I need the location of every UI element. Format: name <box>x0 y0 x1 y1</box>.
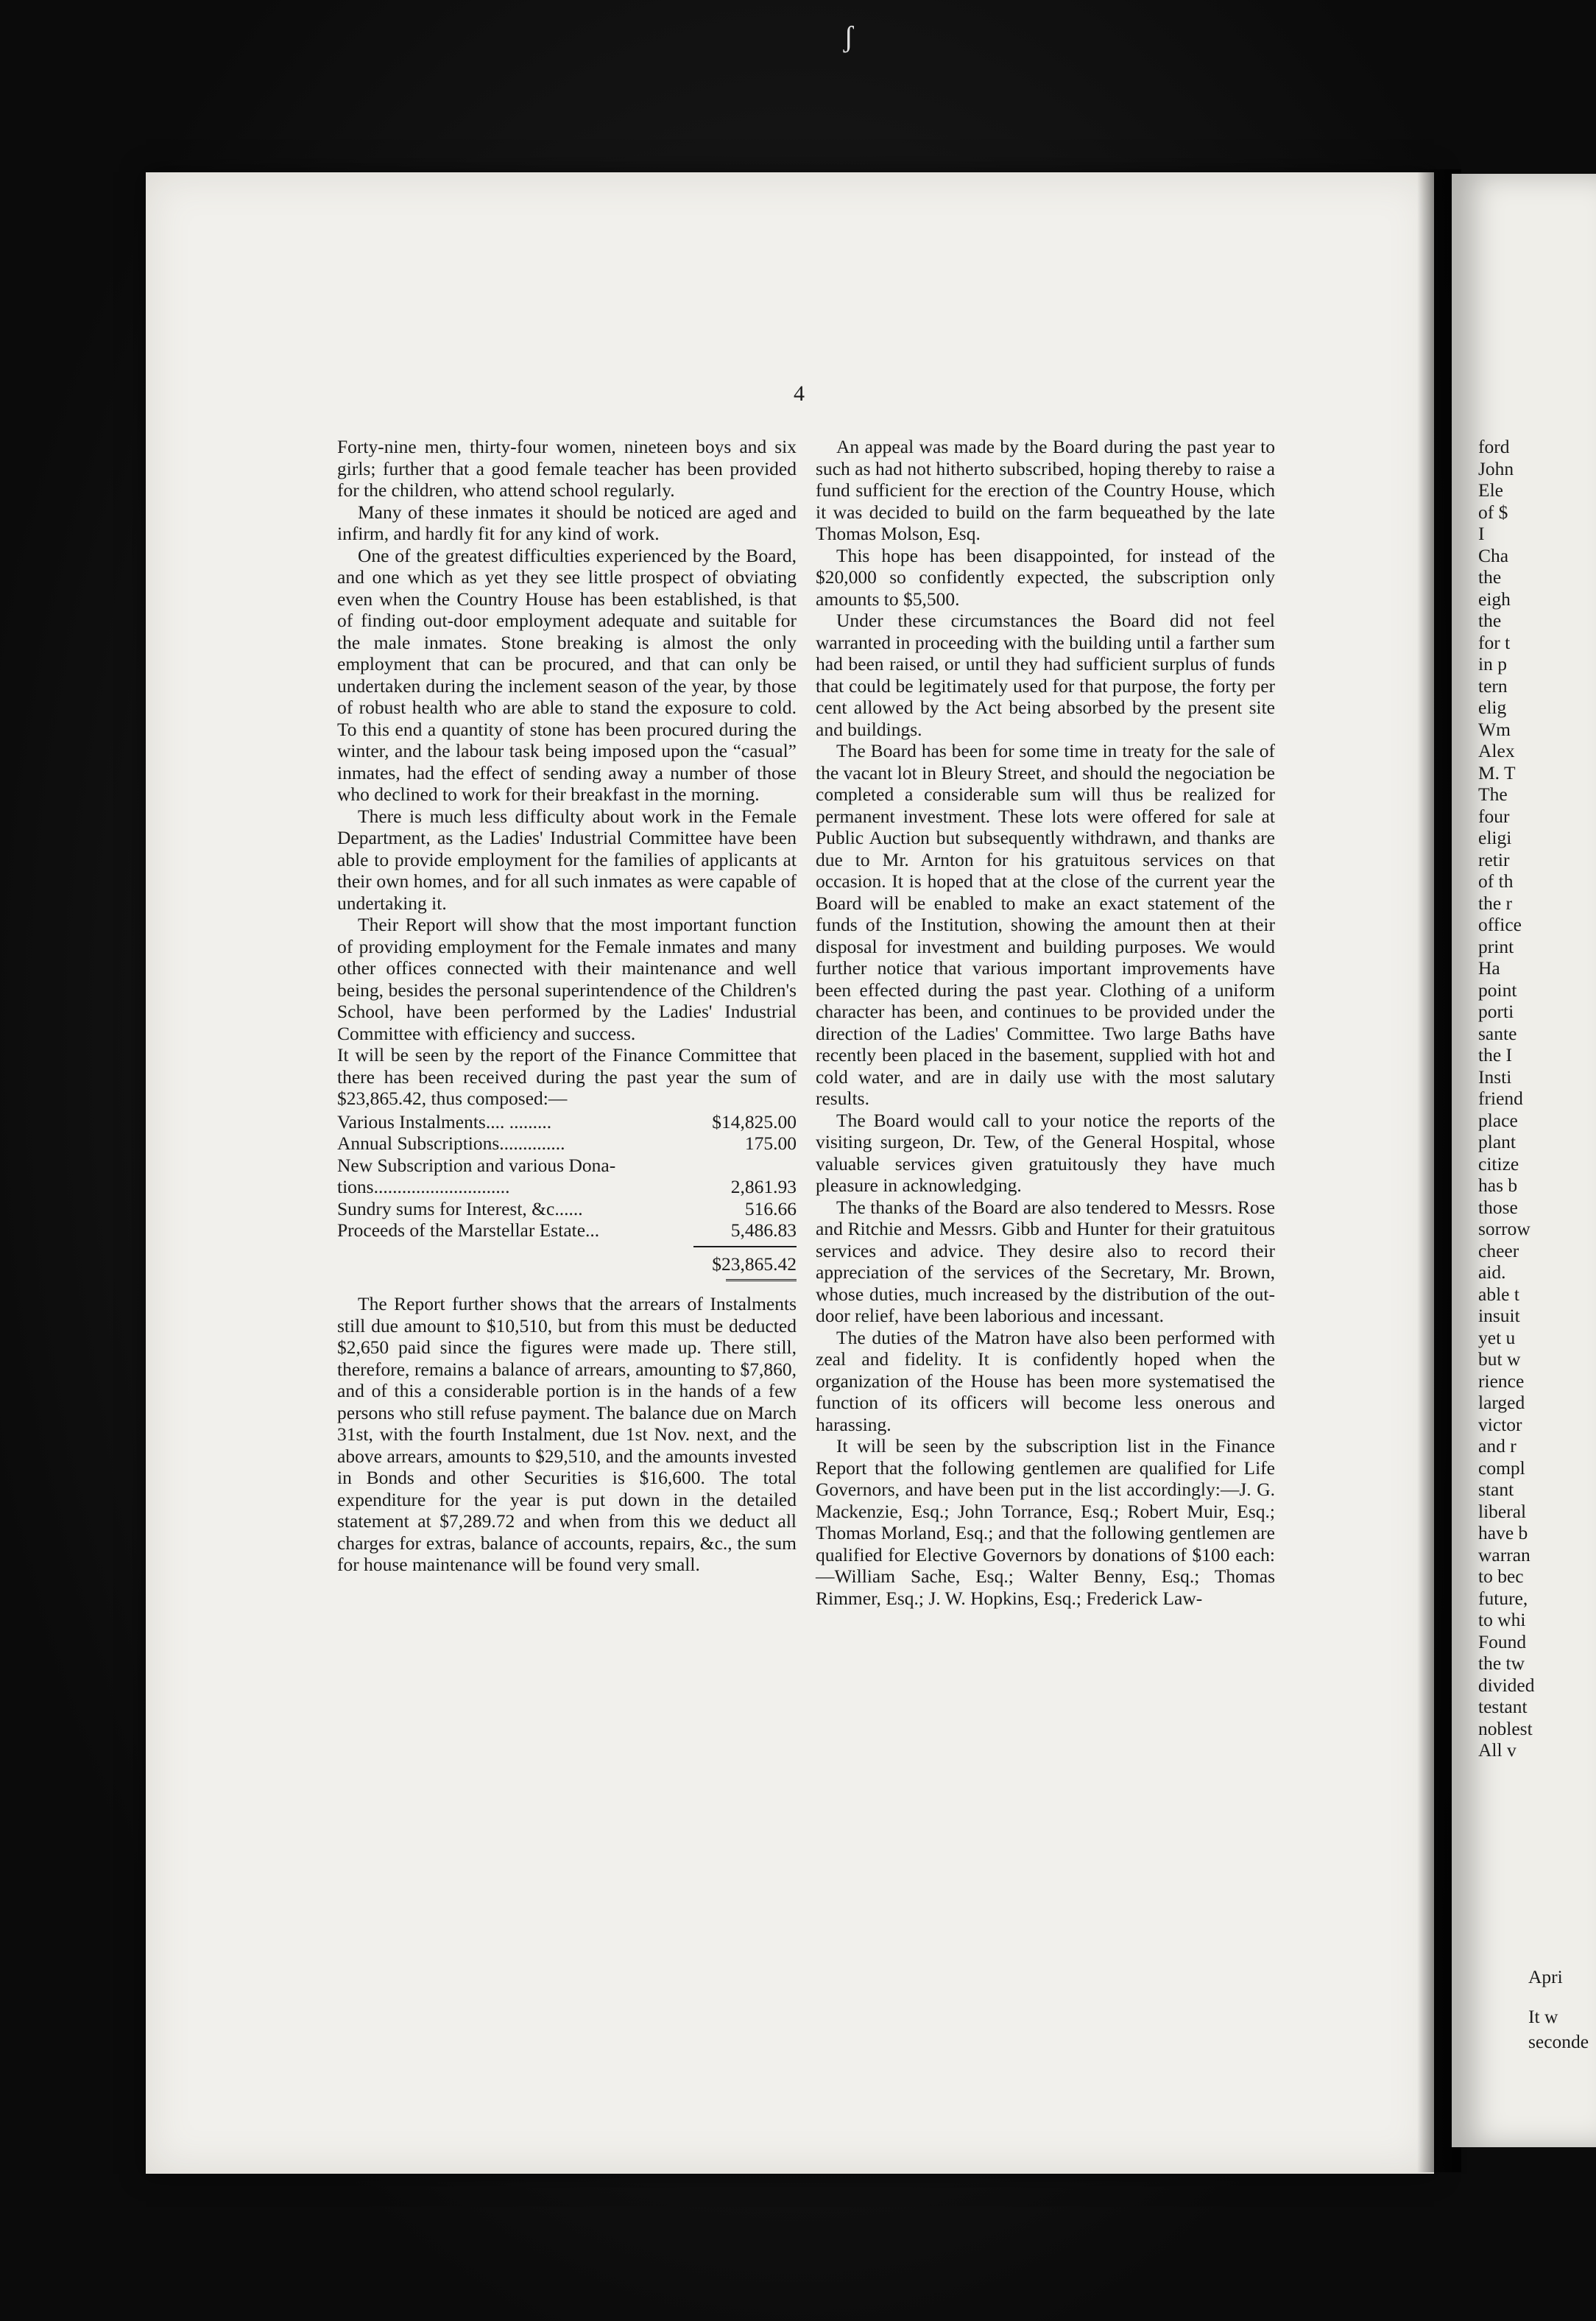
facing-page-text <box>1478 436 1535 1761</box>
fragment-line: future, <box>1478 1587 1528 1609</box>
paragraph: It will be seen by the report of the Finance Committee that there has been received during the past year the sum of $23,865.42, thus composed:— <box>337 1044 797 1109</box>
paragraph: An appeal was made by the Board during the past year to such as had not hitherto subscribed, hoping thereby to raise a fund sufficient for the erection of the Country House, which it was decided to build on the farm bequeathed by the late Thomas Molson, Esq. <box>816 436 1275 544</box>
paragraph: It will be seen by the subscription list in the Finance Report that the following gentlemen are qualified for Life Governors, and have been put in the list accordingly:—J. G. Mackenzie, Esq.; John Torrance, Esq.; Robert Muir, Esq.; Thomas Morland, Esq.; and that the following gentlemen are qualified for Elective Governors by donations of $100 each:—William Sache, Esq.; Walter Benny, Esq.; Thomas Rimmer, Esq.; J. W. Hopkins, Esq.; Frederick Law- <box>816 1435 1275 1609</box>
paragraph: The Board has been for some time in treaty for the sale of the vacant lot in Bleury Street, and should the negociation be completed a considerable sum will thus be realized for permanent investment. These lots were offered for sale at Public Auction but subsequently withdrawn, and thanks are due to Mr. Arnton for his gratuitous services on that occasion. It is hoped that at the close of the current year the Board will be enabled to make an exact statement of the funds of the Institution, showing the amount then at their disposal for investment and building purposes. We would further notice that various important improvements have been effected during the past year. Clothing of a uniform character has been, and continues to be provided under the direction of the Ladies' Committee. Two large Baths have recently been placed in the basement, supplied with hot and cold water, and are in daily use with the most salutary results. <box>816 740 1275 1109</box>
fragment-line: the I <box>1478 1044 1513 1066</box>
fragment-line: testant <box>1478 1696 1528 1717</box>
fragment-line: Cha <box>1478 544 1509 566</box>
ledger-label: Annual Subscriptions.............. <box>337 1133 565 1154</box>
fragment-line: I <box>1478 523 1485 544</box>
fragment-line: retir <box>1478 848 1510 870</box>
right-column <box>816 436 1275 1609</box>
fragment-line: and r <box>1478 1435 1516 1457</box>
ledger-label: New Subscription and various Dona- <box>337 1154 616 1176</box>
fragment-line: have b <box>1478 1522 1528 1543</box>
fragment-line: sante <box>1478 1022 1517 1044</box>
facing-page-footer <box>1528 1966 1589 2056</box>
paragraph: Their Report will show that the most important function of providing employment for the Female inmates and many other offices connected with their maintenance and well being, besides the personal superintendence of the Children's School, have been performed by the Ladies' Industrial Committee with efficiency and success. <box>337 914 797 1044</box>
fragment-line: citize <box>1478 1152 1519 1174</box>
fragment-line: Ele <box>1478 479 1503 501</box>
paragraph: One of the greatest difficulties experienced by the Board, and one which as yet they see little prospect of obviating even when the Country House has been established, is that of finding out-door employment adequate and suitable for the male inmates. Stone breaking is almost the only employment that can be procured, and that can only be undertaken during the inclement season of the year, by those of robust health who are able to stand the exposure to cold. To this end a quantity of stone has been procured during the winter, and the labour task being imposed upon the “casual” inmates, had the effect of sending away a number of those who declined to work for their breakfast in the morning. <box>337 544 797 805</box>
paragraph: The thanks of the Board are also tendered to Messrs. Rose and Ritchie and Messrs. Gibb and Hunter for their gratuitous services and advice. They desire also to record their appreciation of the services of the Secretary, Mr. Brown, whose duties, much increased by the distribution of the out-door relief, have been laborious and incessant. <box>816 1196 1275 1326</box>
fragment-line: the <box>1478 610 1502 631</box>
ledger-amount: 5,486.83 <box>730 1219 797 1241</box>
ledger-label: Proceeds of the Marstellar Estate... <box>337 1219 600 1241</box>
paragraph: The Board would call to your notice the reports of the visiting surgeon, Dr. Tew, of the General Hospital, whose valuable services given gratuitously they have much pleasure in acknowledging. <box>816 1109 1275 1196</box>
fragment-line: Alex <box>1478 740 1515 761</box>
fragment-line: of th <box>1478 870 1514 892</box>
ledger-label: Sundry sums for Interest, &c...... <box>337 1197 583 1219</box>
fragment-line: John <box>1478 457 1514 479</box>
ledger-row <box>337 1133 797 1155</box>
fragment-line: eligi <box>1478 827 1512 848</box>
fragment-line: elig <box>1478 697 1507 718</box>
fragment-line: plant <box>1478 1131 1516 1152</box>
fragment-line: Ha <box>1478 957 1500 979</box>
fragment-line: has b <box>1478 1174 1518 1196</box>
fragment-line: ford <box>1478 436 1510 457</box>
fragment-line: Found <box>1478 1630 1527 1652</box>
fragment-line: divided <box>1478 1674 1535 1696</box>
fragment-line: sorrow <box>1478 1218 1530 1239</box>
paragraph: The duties of the Matron have also been performed with zeal and fidelity. It is confidently hoped when the organization of the House has been more systematised the function of its officers will become less onerous and harassing. <box>816 1326 1275 1435</box>
fragment-line: liberal <box>1478 1500 1527 1522</box>
paragraph: Many of these inmates it should be noticed are aged and infirm, and hardly fit for any kind of work. <box>337 501 797 544</box>
fragment-line: warran <box>1478 1543 1530 1565</box>
fragment-line: for t <box>1478 631 1511 653</box>
fragment-line: eigh <box>1478 588 1511 610</box>
ledger-amount: 175.00 <box>744 1133 797 1154</box>
fragment-line: victor <box>1478 1413 1522 1435</box>
ledger-row <box>337 1198 797 1220</box>
ledger-amount: 516.66 <box>744 1197 797 1219</box>
fragment-line: porti <box>1478 1001 1514 1022</box>
page-number: 4 <box>794 381 805 406</box>
fragment-line: of $ <box>1478 501 1508 523</box>
fragment-line: M. T <box>1478 761 1516 783</box>
fragment-line: aid. <box>1478 1261 1506 1283</box>
ledger-amount: $14,825.00 <box>712 1110 797 1133</box>
fragment-line: cheer <box>1478 1239 1519 1261</box>
ledger-row <box>337 1219 797 1241</box>
fragment-line: the tw <box>1478 1652 1525 1674</box>
fragment-line: All v <box>1478 1739 1516 1761</box>
fragment-line: but w <box>1478 1348 1521 1370</box>
paragraph: The Report further shows that the arrears of Instalments still due amount to $10,510, but from this must be deducted $2,650 paid since the figures were made up. There still, therefore, remains a balance of arrears, amounting to $7,860, and of this a considerable portion is in the hands of a few persons who still refuse payment. The balance due on March 31st, with the fourth Instalment, due 1st Nov. next, and the above arrears, amounts to $29,510, and the amounts invested in Bonds and other Securities is $16,600. The total expenditure for the year is put down in the detailed statement at $7,289.72 and when from this we deduct all charges for extras, balance of accounts, repairs, &c., the sum for house maintenance will be found very small. <box>337 1293 797 1575</box>
paragraph: This hope has been disappointed, for instead of the $20,000 so confidently expected, the subscription only amounts to $5,500. <box>816 544 1275 610</box>
fragment-line: the <box>1478 566 1502 588</box>
fragment-line: four <box>1478 805 1510 827</box>
footer-fragment: Apri <box>1528 1966 1563 1987</box>
fragment-line: place <box>1478 1109 1518 1131</box>
fragment-line: stant <box>1478 1479 1514 1500</box>
footer-fragment: seconde <box>1528 2031 1589 2052</box>
paragraph: Forty-nine men, thirty-four women, nineteen boys and six girls; further that a good female teacher has been provided for the children, who attend school regularly. <box>337 436 797 501</box>
ledger-amount: 2,861.93 <box>730 1176 797 1197</box>
fragment-line: Insti <box>1478 1066 1512 1088</box>
fragment-line: office <box>1478 914 1522 935</box>
fragment-line: the r <box>1478 892 1513 914</box>
film-mark: ʃ <box>844 20 854 53</box>
fragment-line: rience <box>1478 1370 1525 1392</box>
ledger-row <box>337 1155 797 1177</box>
ledger-row <box>337 1176 797 1198</box>
fragment-line: print <box>1478 935 1514 957</box>
left-column <box>337 436 797 1576</box>
fragment-line: to whi <box>1478 1609 1526 1630</box>
fragment-line: larged <box>1478 1392 1525 1413</box>
fragment-line: noblest <box>1478 1717 1533 1739</box>
double-rule <box>726 1279 797 1281</box>
fragment-line: tern <box>1478 675 1508 697</box>
ledger-row <box>337 1111 797 1133</box>
fragment-line: insuit <box>1478 1305 1520 1326</box>
ledger-label: Various Instalments.... ......... <box>337 1110 552 1133</box>
paragraph: There is much less difficulty about work in the Female Department, as the Ladies' Industrial Committee have been able to provide employment for the families of applicants at their own homes, and for all such inmates as were capable of undertaking it. <box>337 805 797 914</box>
fragment-line: Wm <box>1478 718 1511 740</box>
ledger-label: tions............................. <box>337 1176 510 1197</box>
footer-fragment: It w <box>1528 2006 1558 2027</box>
paragraph: Under these circumstances the Board did not feel warranted in proceeding with the building until a farther sum had been raised, or until they had sufficient surplus of funds that could be legitimately used for that purpose, the forty per cent allowed by the Act being absorbed by the present site and buildings. <box>816 610 1275 740</box>
facing-page-fragment <box>1452 174 1596 2147</box>
fragment-line: yet u <box>1478 1326 1516 1348</box>
fragment-line: in p <box>1478 653 1507 675</box>
fragment-line: able t <box>1478 1283 1519 1305</box>
fragment-line: those <box>1478 1196 1518 1218</box>
receipts-ledger <box>337 1111 797 1241</box>
fragment-line: friend <box>1478 1088 1523 1109</box>
fragment-line: point <box>1478 979 1517 1001</box>
ledger-total: $23,865.42 <box>712 1253 797 1275</box>
fragment-line: The <box>1478 783 1508 805</box>
fragment-line: to bec <box>1478 1565 1524 1587</box>
fragment-line: compl <box>1478 1457 1525 1479</box>
